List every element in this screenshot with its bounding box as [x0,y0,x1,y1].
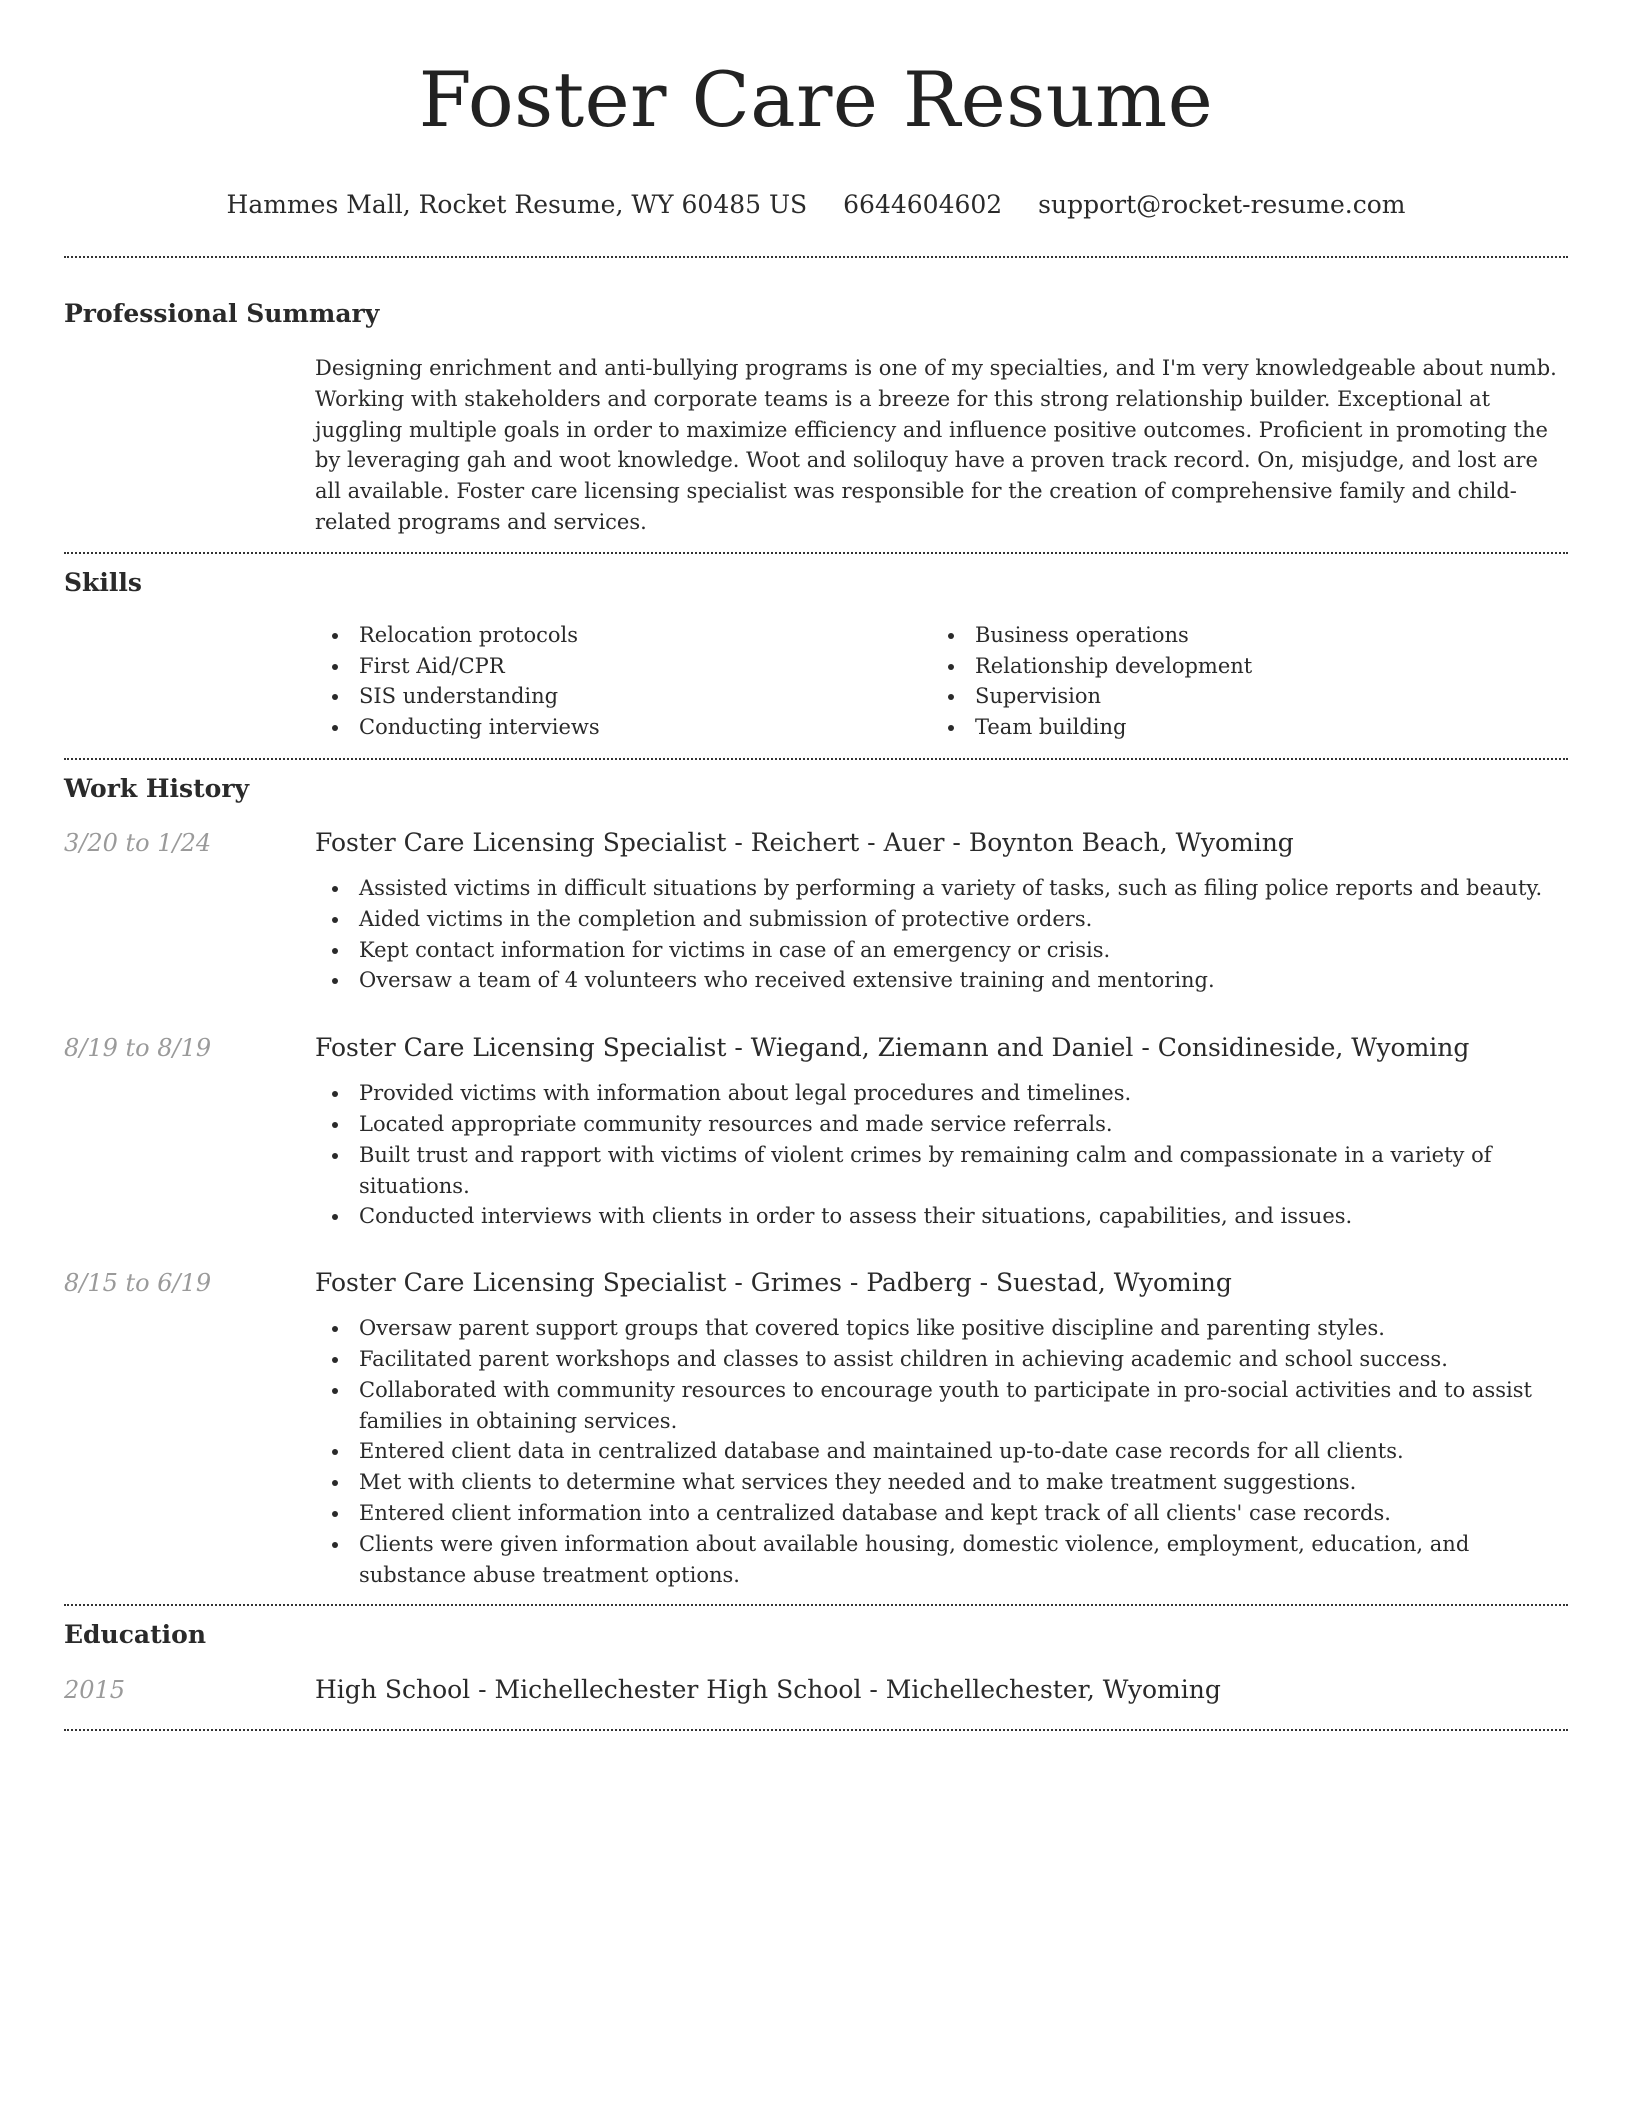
work-history-section [64,772,1568,1590]
contact-address: Hammes Mall, Rocket Resume, WY 60485 US [226,190,808,219]
work-bullet: Built trust and rapport with victims of violent crimes by remaining calm and compassionate in a variety of situations. [315,1140,1568,1202]
section-divider [64,1604,1568,1606]
work-date: 8/15 to 6/19 [64,1269,212,1298]
work-content [315,1266,1568,1590]
section-divider [64,552,1568,554]
work-entry [64,1031,1568,1232]
work-bullet: Entered client data in centralized database and maintained up-to-date case records for all clients. [315,1436,1568,1467]
work-bullets [315,1078,1568,1232]
contact-line [64,188,1568,222]
work-entry [64,1266,1568,1590]
work-date: 3/20 to 1/24 [64,828,212,857]
section-title-skills: Skills [64,567,142,597]
work-bullet: Oversaw parent support groups that covered topics like positive discipline and parenting styles. [315,1313,1568,1344]
section-divider [64,1729,1568,1731]
education-entry [64,1673,1568,1707]
skills-grid [315,620,1568,743]
work-bullet: Located appropriate community resources and made service referrals. [315,1109,1568,1140]
skill-item: SIS understanding [315,681,931,712]
education-heading: High School - Michellechester High School - Michellechester, Wyoming [315,1675,1221,1705]
work-bullet: Met with clients to determine what services they needed and to make treatment suggestions. [315,1467,1568,1498]
work-heading: Foster Care Licensing Specialist - Reichert - Auer - Boynton Beach, Wyoming [315,827,1294,857]
work-heading: Foster Care Licensing Specialist - Wiegand, Ziemann and Daniel - Considineside, Wyoming [315,1033,1470,1063]
work-bullet: Conducted interviews with clients in order to assess their situations, capabilities, and issues. [315,1201,1568,1232]
work-bullet: Entered client information into a centralized database and kept track of all clients' case records. [315,1498,1568,1529]
skills-section [64,566,1568,743]
work-bullet: Facilitated parent workshops and classes to assist children in achieving academic and school success. [315,1344,1568,1375]
skill-item: Conducting interviews [315,712,931,743]
work-bullet: Oversaw a team of 4 volunteers who received extensive training and mentoring. [315,965,1568,996]
skill-item: Relocation protocols [315,620,931,651]
professional-summary-section [64,297,1568,538]
education-date: 2015 [64,1676,126,1705]
work-content [315,826,1568,996]
section-title-work: Work History [64,773,250,803]
section-title-summary: Professional Summary [64,299,380,328]
skill-item: Team building [931,712,1547,743]
work-bullet: Collaborated with community resources to encourage youth to participate in pro-social activities and to assist families in obtaining services. [315,1375,1568,1437]
skill-item: Supervision [931,681,1547,712]
section-title-education: Education [64,1620,207,1650]
skill-item: First Aid/CPR [315,651,931,682]
summary-text: Designing enrichment and anti-bullying programs is one of my specialties, and I'm very knowledgeable about numb. Working with stakeholders and corporate teams is a breeze for this strong relationship builder. Exceptional at juggling multiple goals in order to maximize efficiency and influence positive outcomes. Proficient in promoting the by leveraging gah and woot knowledge. Woot and soliloquy have a proven track record. On, misjudge, and lost are all available. Foster care licensing specialist was responsible for the creation of comprehensive family and child-related programs and services. [315,356,1557,534]
work-content [315,1031,1568,1232]
work-date: 8/19 to 8/19 [64,1034,212,1063]
work-bullet: Kept contact information for victims in case of an emergency or crisis. [315,935,1568,966]
work-bullet: Provided victims with information about legal procedures and timelines. [315,1078,1568,1109]
work-entry [64,826,1568,996]
education-content [315,1673,1568,1707]
work-bullet: Assisted victims in difficult situations by performing a variety of tasks, such as filing police reports and beauty. [315,873,1568,904]
skill-item: Business operations [931,620,1547,651]
work-bullet: Aided victims in the completion and submission of protective orders. [315,904,1568,935]
contact-phone: 6644604602 [843,190,1003,219]
section-divider [64,256,1568,258]
skills-list-right [931,620,1547,743]
skill-item: Relationship development [931,651,1547,682]
work-heading: Foster Care Licensing Specialist - Grimes - Padberg - Suestad, Wyoming [315,1268,1232,1298]
education-section [64,1618,1568,1707]
section-divider [64,758,1568,760]
work-bullets [315,1313,1568,1590]
work-bullets [315,873,1568,996]
contact-email: support@rocket-resume.com [1038,190,1406,219]
work-bullet: Clients were given information about available housing, domestic violence, employment, education, and substance abuse treatment options. [315,1529,1568,1591]
skills-list-left [315,620,931,743]
resume-name: Foster Care Resume [418,55,1214,144]
